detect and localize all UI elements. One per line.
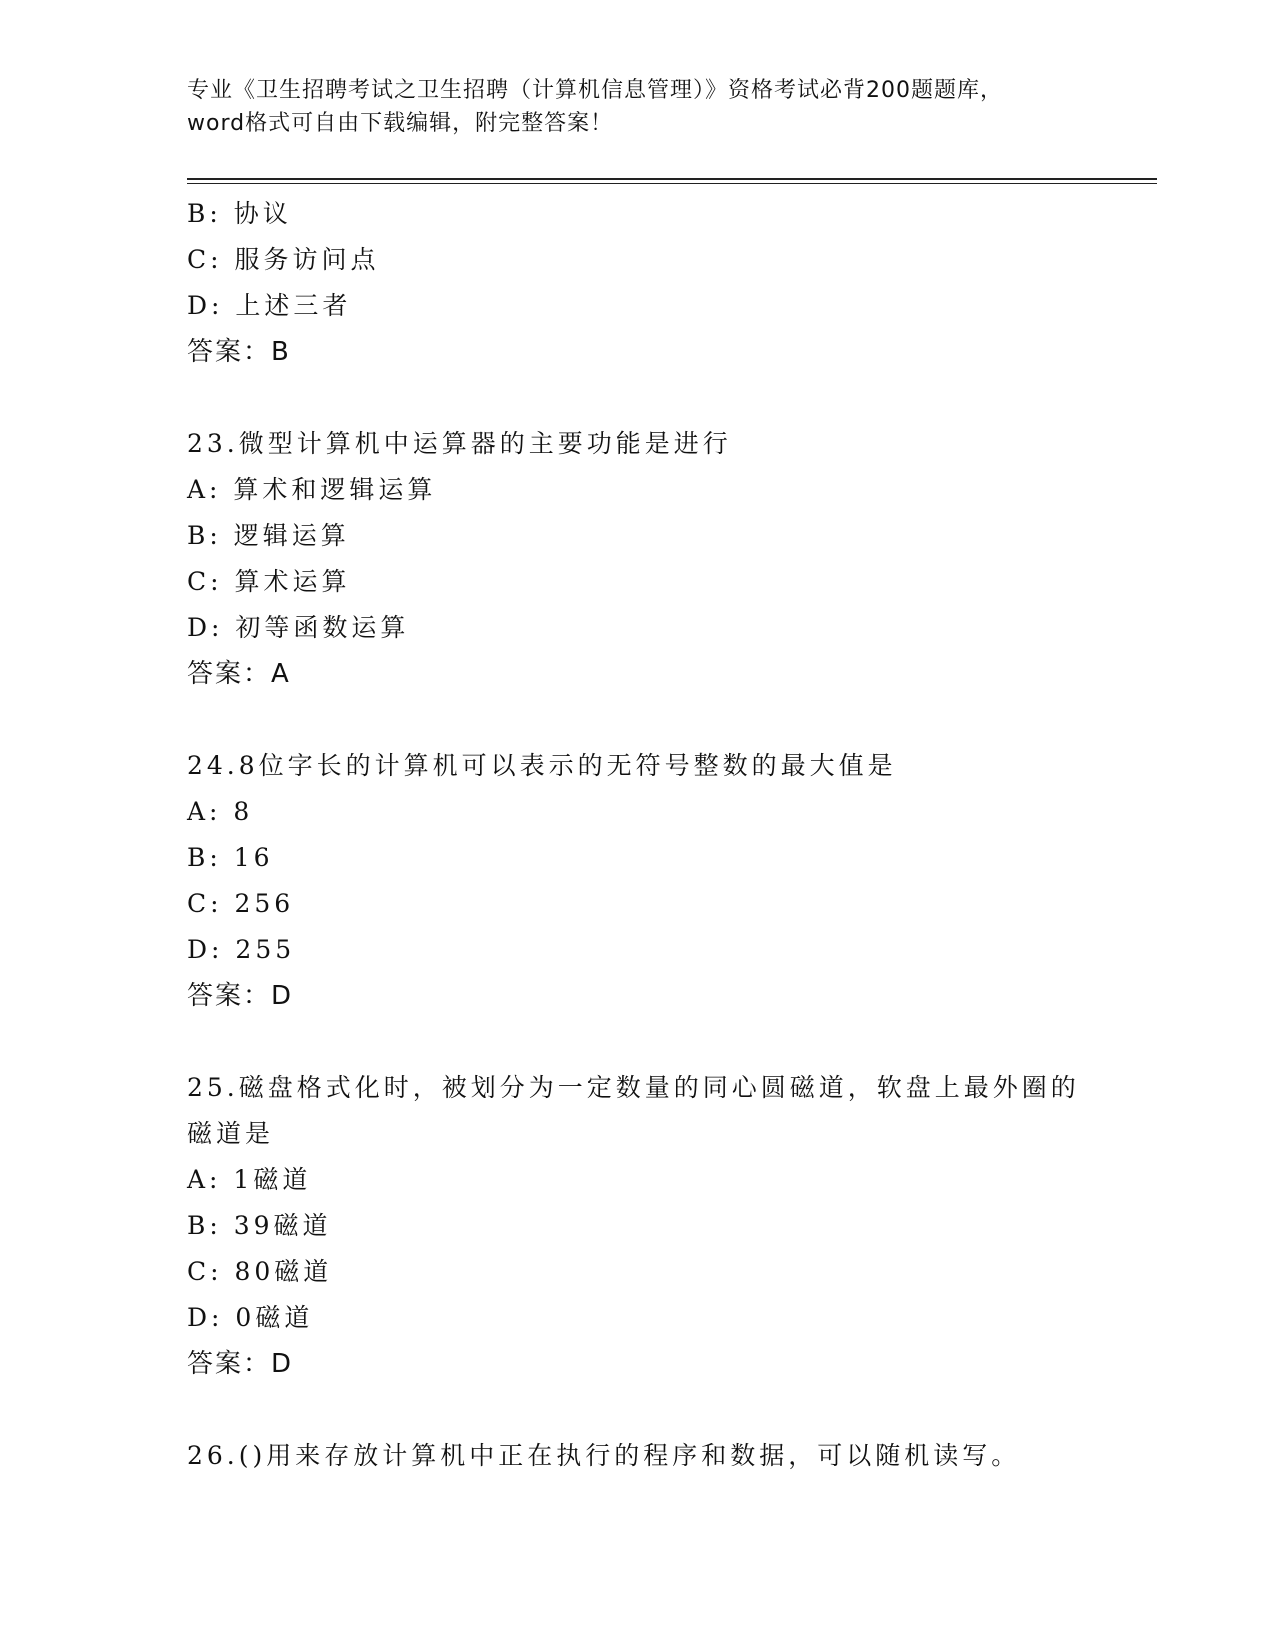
option-a: A: 8 [187,797,254,826]
answer-label: 答案：D [187,1349,294,1379]
question-list [187,191,1087,1479]
document-header [187,74,1087,140]
option-a: A: 算术和逻辑运算 [187,475,437,504]
option-a: A: 1磁道 [187,1165,312,1194]
option-d: D: 255 [187,935,296,964]
question-stem: 24.8位字长的计算机可以表示的无符号整数的最大值是 [187,751,897,780]
option-b: B: 39磁道 [187,1211,332,1240]
spacer [187,1387,1087,1433]
option-b: B: 16 [187,843,274,872]
spacer [187,697,1087,743]
question-stem: 26.()用来存放计算机中正在执行的程序和数据，可以随机读写。 [187,1441,1021,1470]
answer-label: 答案：A [187,659,291,689]
option-d: D: 0磁道 [187,1303,314,1332]
question-24 [187,743,1087,1019]
question-stem-line-2: 磁道是 [187,1119,275,1148]
option-c: C: 80磁道 [187,1257,333,1286]
answer-label: 答案：D [187,981,294,1011]
carryover-question [187,191,1087,375]
question-stem: 23.微型计算机中运算器的主要功能是进行 [187,429,732,458]
spacer [187,375,1087,421]
question-stem-line-1: 25.磁盘格式化时，被划分为一定数量的同心圆磁道，软盘上最外圈的 [187,1073,1080,1102]
option-b: B: 逻辑运算 [187,521,350,550]
header-divider-thick [187,178,1157,180]
option-d: D: 上述三者 [187,291,352,320]
option-d: D: 初等函数运算 [187,613,410,642]
option-c: C: 服务访问点 [187,245,380,274]
option-b: B: 协议 [187,199,292,228]
header-title-line-2: word格式可自由下载编辑，附完整答案！ [187,111,614,136]
option-c: C: 算术运算 [187,567,351,596]
question-25 [187,1065,1087,1387]
answer-label: 答案：B [187,337,291,367]
question-23 [187,421,1087,697]
header-title-line-1: 专业《卫生招聘考试之卫生招聘（计算机信息管理）》资格考试必背200题题库， [187,78,1003,103]
spacer [187,1019,1087,1065]
header-divider-thin [187,183,1157,184]
question-26 [187,1433,1087,1479]
option-c: C: 256 [187,889,295,918]
